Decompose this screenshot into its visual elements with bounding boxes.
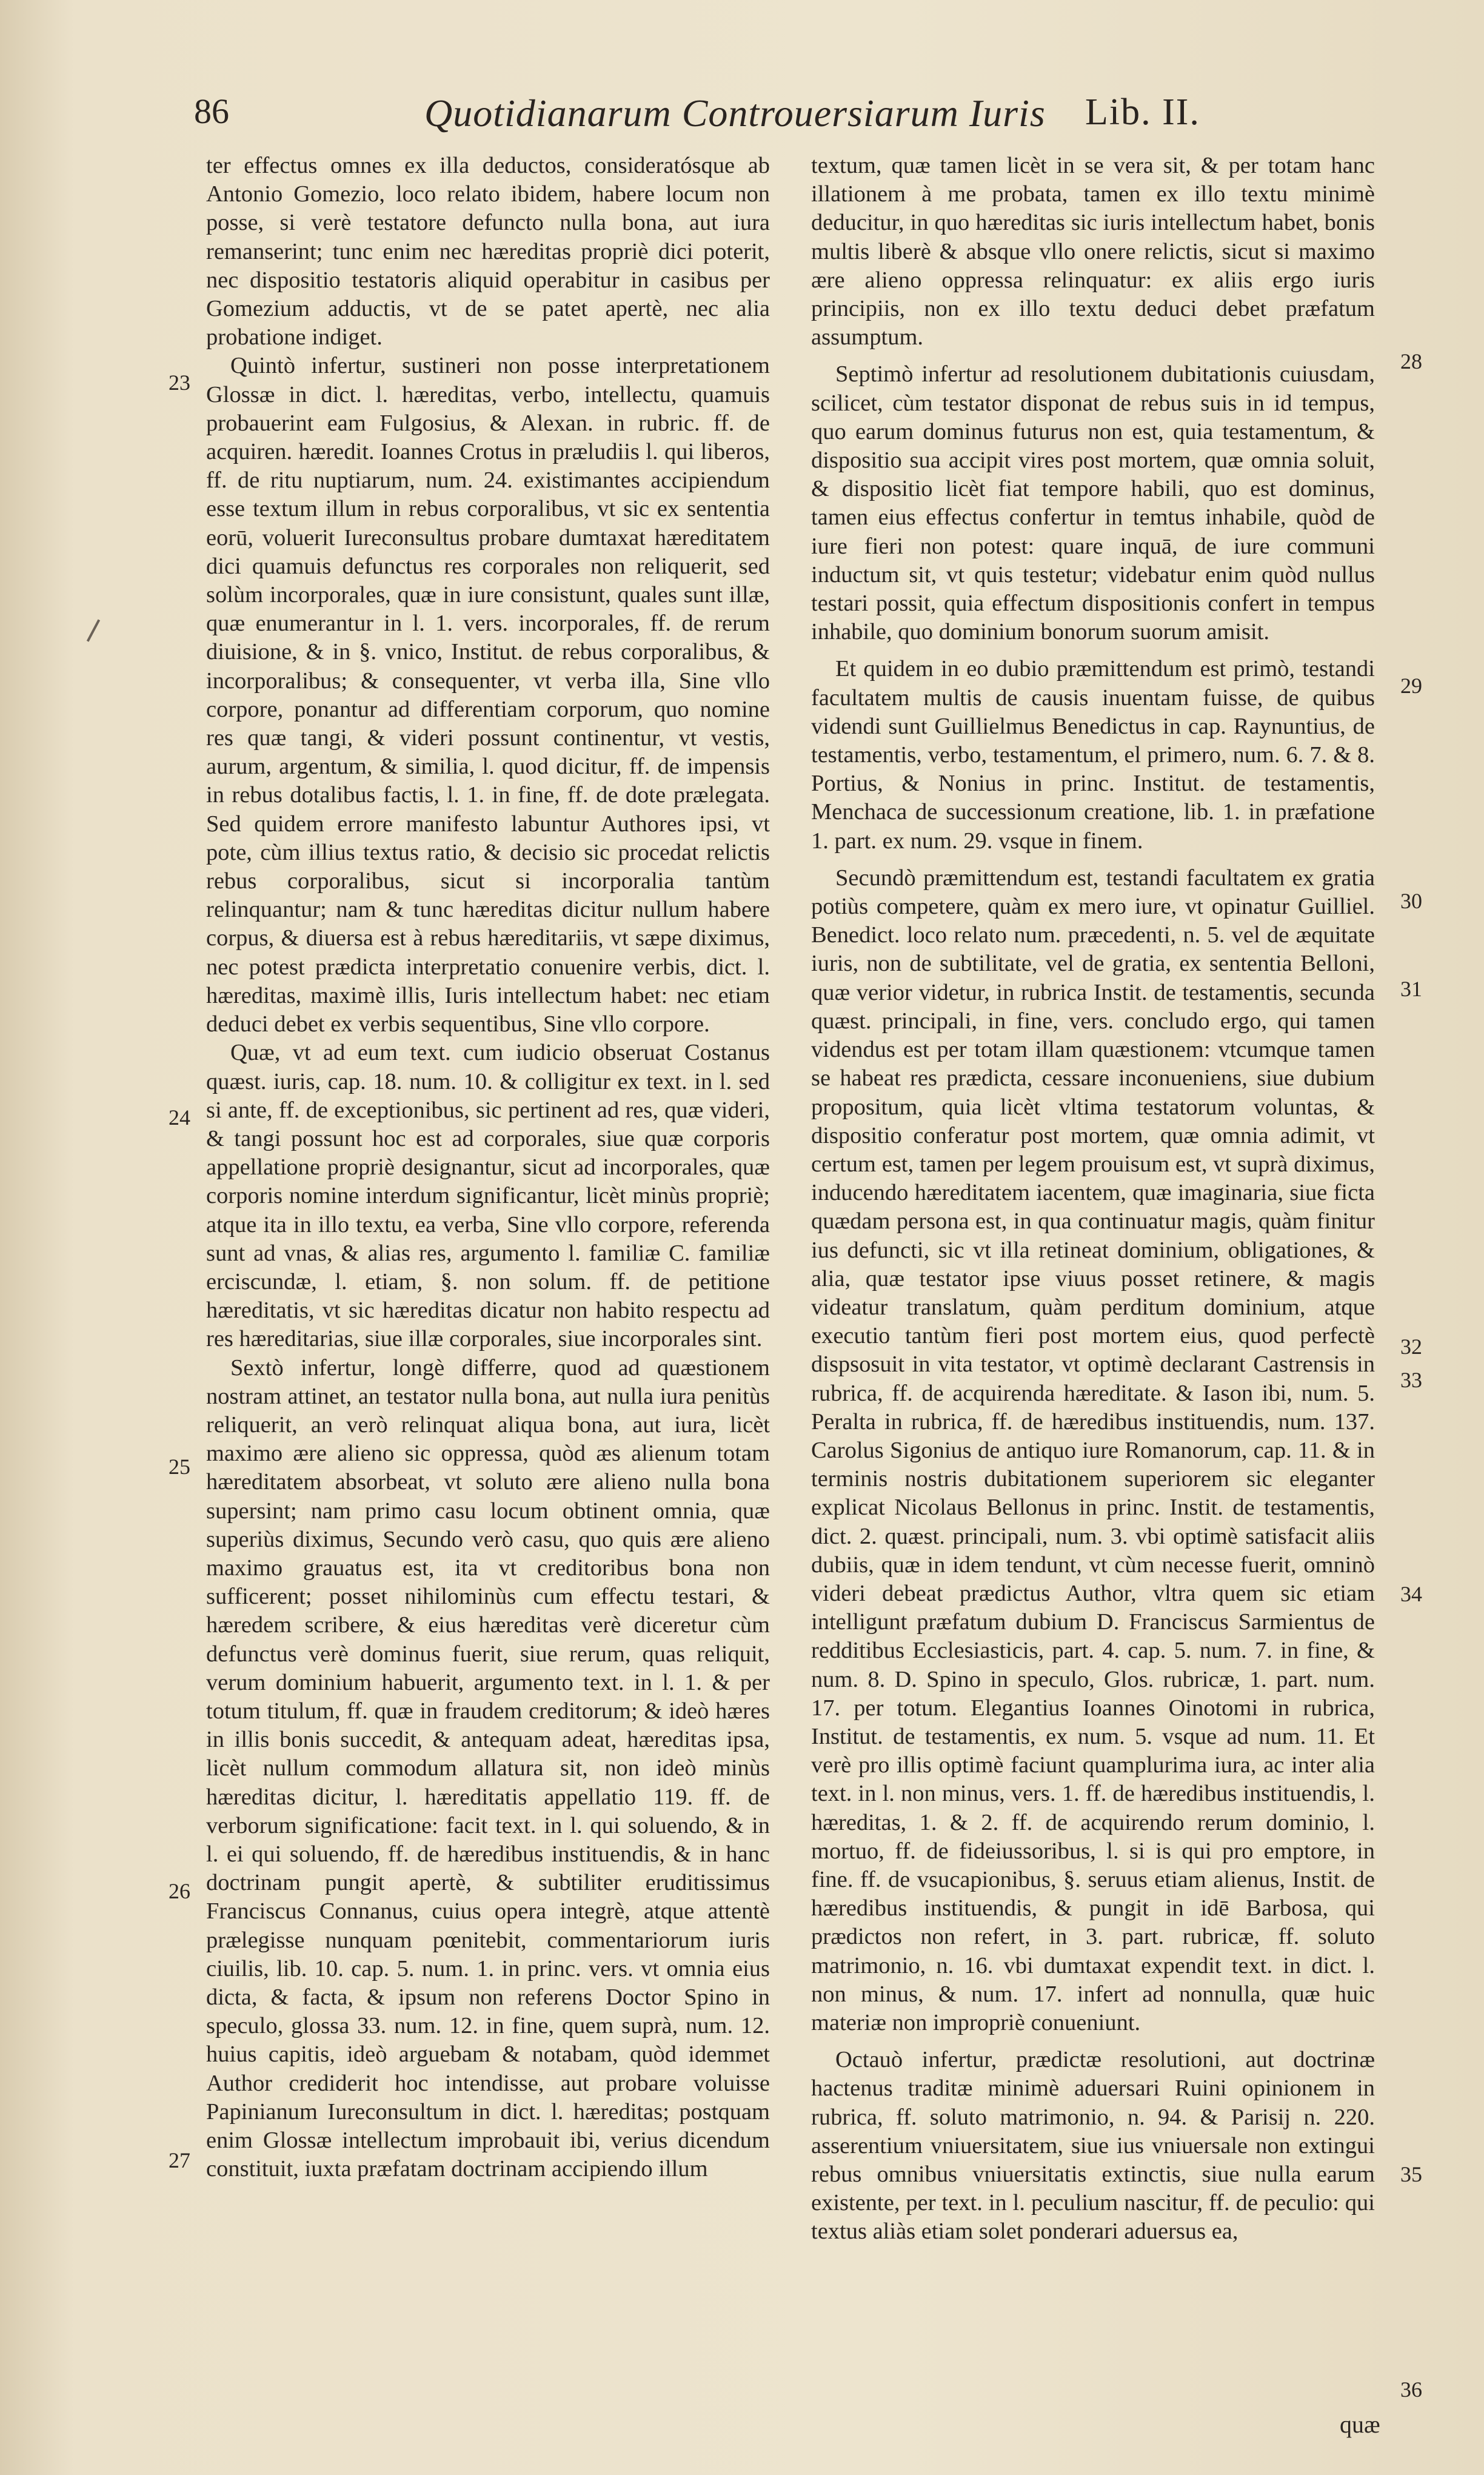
running-title: Quotidianarum Controuersiarum Iuris	[424, 92, 1046, 135]
book-label: Lib. II.	[1085, 92, 1200, 133]
left-column	[206, 152, 770, 2183]
margin-number: 26	[169, 1879, 190, 1903]
margin-number: 29	[1400, 674, 1422, 698]
margin-number: 28	[1400, 349, 1422, 373]
paragraph: textum, quæ tamen licèt in se vera sit, & per totam hanc illationem à me probata, tamen ex illo textu minimè deducitur, in quo hæreditas sic iuris intellectum habet, bonis multis liberè & absque vllo onere relictis, sicut si maximo ære alieno oppressa relinquatur: ex aliis ergo iuris principiis, non ex illo textu deduci debet præfatum assumptum.	[811, 153, 1375, 350]
paragraph: Sextò infertur, longè differre, quod ad quæstionem nostram attinet, an testator nulla bona, aut nulla iura penitùs reliquerit, an verò relinquat aliqua bona, aut iura, licèt maximo ære alieno sic oppressa, quòd æs alienum totam hæreditatem absorbeat, vt soluto ære alieno nulla bona supersint; nam primo casu locum obtinent omnia, quæ superiùs diximus, Secundo verò casu, quo quis ære alieno maximo grauatus est, ita vt creditoribus bona non sufficerent; posset nihilominùs cum effectu testari, & hæredem scribere, & eius hæreditas verè diceretur cùm defunctus verè dominus fuerit, siue rerum, quas reliquit, verum dominium habuerit, argumento text. in l. 1. & per totum titulum, ff. quæ in fraudem creditorum; & ideò hæres in illis bonis succedit, & antequam adeat, hæreditas ipsa, licèt nullum commodum allatura sit, non ideò minùs hæreditas dicitur, l. hæreditatis appellatio 119. ff. de verborum significatione: facit text. in l. qui soluendo, & in l. ei qui soluendo, ff. de hæredibus instituendis, & in hanc doctrinam pungit apertè, & subtiliter eruditissimus Franciscus Connanus, cuius opera integrè, atque attentè prælegisse nunquam pœnitebit, commentariorum iuris ciuilis, lib. 10. cap. 5. num. 1. in princ. vers. vt omnia eius dicta, & facta, & ipsum non referens Doctor Spino in speculo, glossa 33. num. 12. in fine, quem suprà, num. 12. huius capitis, ideò arguebam & notabam, quòd idemmet Author crediderit hoc intendisse, aut probare voluisse Papinianum Iureconsultum in dict. l. hæreditas; postquam enim Glossæ intellectum improbauit ibi, verius dicendum constituit, iuxta præfatam doctrinam accipiendo illum	[206, 1355, 770, 2182]
page-header	[194, 91, 1358, 146]
pencil-mark	[87, 619, 100, 641]
margin-number: 32	[1400, 1335, 1422, 1359]
margin-number: 33	[1400, 1368, 1422, 1392]
margin-number: 35	[1400, 2162, 1422, 2186]
margin-number: 24	[169, 1105, 190, 1130]
paragraph: Secundò præmittendum est, testandi facultatem ex gratia potiùs competere, quàm ex mero iure, vt opinatur Guilliel. Benedict. loco relato num. præcedenti, n. 5. vel de æquitate iuris, non de subtilitate, vel de gratia, ex sententia Belloni, quæ verior videtur, in rubrica Instit. de testamentis, secunda quæst. principali, in fine, vers. concludo ergo, qui tamen videndus est per totam illam quæstionem: vtcumque tamen se habeat res prædicta, cessare inconueniens, siue dubium propositum, quia licèt vltima testatorum voluntas, & dispositio conferatur post mortem, quæ omnia adimit, vt certum est, tamen per legem prouisum est, vt suprà diximus, inducendo hæreditatem iacentem, quæ imaginaria, siue ficta quædam persona est, in qua continuatur magis, quàm finitur ius defuncti, sic vt illa retineat dominium, obligationes, & alia, quæ testator ipse viuus posset retinere, & magis videatur translatum, quàm perditum dominium, atque executio tantùm fieri post mortem eius, quod perfectè dispsosuit in vita testator, vt optimè declarant Castrensis in rubrica, ff. de acquirenda hæreditate. & Iason ibi, num. 5. Peralta in rubrica, ff. de hæredibus instituendis, num. 137. Carolus Sigonius de antiquo iure Romanorum, cap. 11. & in terminis nostris dubitationem superiorem sic eleganter explicat Nicolaus Bellonus in princ. Instit. de testamentis, dict. 2. quæst. principali, num. 3. vbi optimè satisfacit aliis dubiis, quæ in idem tendunt, vt cùm necesse fuerit, omninò videri debeat prædictus Author, vltra quem sic etiam intelligunt præfatum dubium D. Franciscus Sarmientus de redditibus Ecclesiasticis, part. 4. cap. 5. num. 7. in fine, & num. 8. D. Spino in speculo, Glos. rubricæ, 1. part. num. 17. per totum. Elegantius Ioannes Oinotomi in rubrica, Institut. de testamentis, ex num. 5. vsque ad num. 11. Et verè pro illis optimè faciunt quamplurima iura, ac inter alia text. in l. non minus, vers. 1. ff. de hæredibus instituendis, l. hæreditas, 1. & 2. ff. de acquirendo rerum dominio, l. mortuo, ff. de fideiussoribus, l. si is qui pro emptore, in fine. ff. de vsucapionibus, §. seruus etiam alienus, Instit. de hæredibus instituendis, & pungit in idē Barbosa, qui prædictos non refert, in 3. part. rubricæ, ff. soluto matrimonio, n. 16. vbi dumtaxat expendit text. in dict. l. non minus, & num. 17. infert ad nonnulla, quæ huic materiæ non impropriè conueniunt.	[811, 865, 1375, 2035]
margin-number: 30	[1400, 889, 1422, 913]
paragraph: Quintò infertur, sustineri non posse interpretationem Glossæ in dict. l. hæreditas, verbo, intellectu, quamuis probauerint eam Fulgosius, & Alexan. in rubric. ff. de acquiren. hæredit. Ioannes Crotus in præludiis l. qui liberos, ff. de ritu nuptiarum, num. 24. existimantes accipiendum esse textum illum in rebus corporalibus, vt sic ex sententia eorū, voluerit Iureconsultus probare dumtaxat hæreditatem dici quamuis defunctus res corporales non reliquerit, sed solùm incorporales, quæ in iure consistunt, quales sunt illæ, quæ enumerantur in l. 1. vers. incorporales, ff. de rerum diuisione, & in §. vnico, Institut. de rebus corporalibus, & incorporalibus; & consequenter, vt verba illa, Sine vllo corpore, ponantur ad differentiam corporum, quo nomine res quæ tangi, & videri possunt continentur, vt vestis, aurum, argentum, & similia, l. quod dicitur, ff. de impensis in rebus dotalibus factis, l. 1. in fine, ff. de dote prælegata. Sed quidem errore manifesto labuntur Authores ipsi, vt pote, cùm illius textus ratio, & decisio sic procedat relictis rebus corporalibus, sicut si incorporalia tantùm relinquantur; nam & tunc hæreditas dicitur nullum habere corpus, & diuersa est à rebus hæreditariis, vt sæpe diximus, nec potest prædicta interpretatio conuenire verbis, dict. l. hæreditas, maximè illis, Iuris intellectum habet: nec etiam deduci debet ex verbis sequentibus, Sine vllo corpore.	[206, 353, 770, 1037]
page-number: 86	[194, 92, 229, 131]
paragraph: Octauò infertur, prædictæ resolutioni, aut doctrinæ hactenus traditæ minimè aduersari Ruini opinionem in rubrica, ff. soluto matrimonio, n. 94. & Parisij n. 220. asserentium vniuersitatem, siue ius vniuersale non extingui rebus omnibus vniuersitatis extinctis, siue nulla earum existente, per text. in l. peculium nascitur, ff. de peculio: qui textus aliàs etiam solet ponderari aduersus ea,	[811, 2047, 1375, 2245]
margin-number: 34	[1400, 1582, 1422, 1606]
margin-number: 36	[1400, 2377, 1422, 2402]
paragraph: Et quidem in eo dubio præmittendum est primò, testandi facultatem multis de causis inuentam fuisse, de quibus videndi sunt Guillielmus Benedictus in cap. Raynuntius, de testamentis, verbo, testamentum, el primero, num. 6. 7. & 8. Portius, & Nonius in princ. Institut. de testamentis, Menchaca de successionum creatione, lib. 1. in præfatione 1. part. ex num. 29. vsque in finem.	[811, 656, 1375, 854]
paragraph: Septimò infertur ad resolutionem dubitationis cuiusdam, scilicet, cùm testator disponat de rebus suis in id tempus, quo earum dominus futurus non est, quia testamentum, & dispositio sua accipit vires post mortem, quæ omnia soluit, & dispositio licèt fiat tempore habili, quo est dominus, tamen eius effectus confertur in temtus inhabile, quòd de iure fieri non potest: quare inquā, de iure communi inductum sit, vt quis testetur; videbatur enim quòd nullus testari possit, quia effectum dispositionis confert in tempus inhabile, quo dominium bonorum suorum amisit.	[811, 361, 1375, 645]
paragraph: ter effectus omnes ex illa deductos, consideratósque ab Antonio Gomezio, loco relato ibidem, habere locum non posse, si verè testatore defuncto nulla bona, aut iura remanserint; tunc enim nec hæreditas propriè dici poterit, nec dispositio testatoris aliquid operabitur in casibus per Gomezium adductis, vt de se patet apertè, nec alia probatione indiget.	[206, 153, 770, 350]
margin-number: 31	[1400, 977, 1422, 1001]
margin-number: 25	[169, 1455, 190, 1479]
right-column	[811, 152, 1375, 2246]
margin-number: 27	[169, 2148, 190, 2172]
paragraph: Quæ, vt ad eum text. cum iudicio obseruat Costanus quæst. iuris, cap. 18. num. 10. & colligitur ex text. in l. sed si ante, ff. de exceptionibus, sic pertinent ad res, quæ videri, & tangi possunt hoc est ad corporales, siue quæ corporis appellatione propriè designantur, sicut ad incorporales, quæ corporis nomine interdum significantur, licèt minùs propriè; atque ita in illo textu, ea verba, Sine vllo corpore, referenda sunt ad vnas, & alias res, argumento l. familiæ C. familiæ erciscundæ, l. etiam, §. non solum. ff. de petitione hæreditatis, vt sic hæreditas dicatur non habito respectu ad res hæreditarias, siue illæ corporales, siue incorporales sint.	[206, 1040, 770, 1352]
catchword: quæ	[1340, 2411, 1380, 2438]
margin-number: 23	[169, 370, 190, 395]
